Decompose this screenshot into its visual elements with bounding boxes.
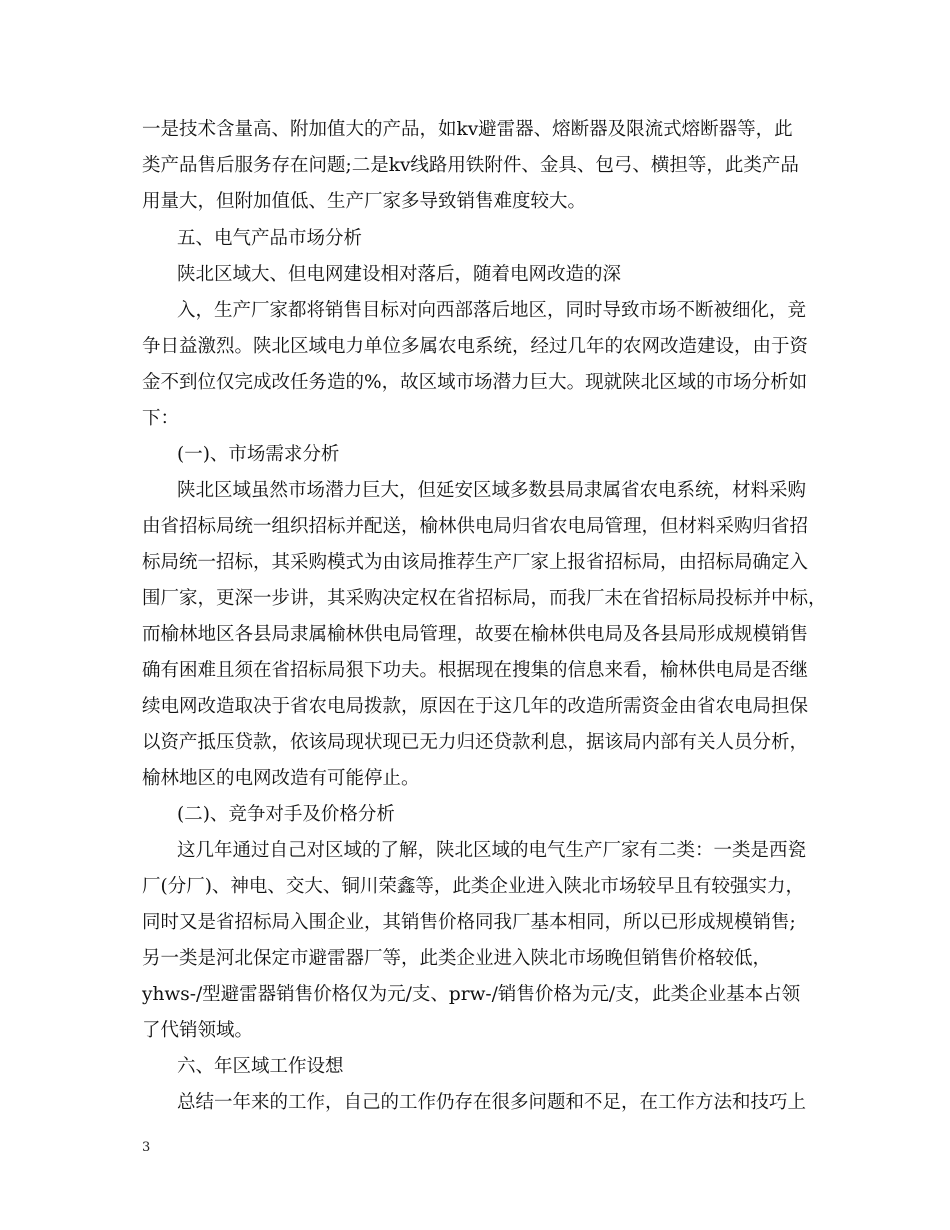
text-line: 同时又是省招标局入围企业，其销售价格同我厂基本相同，所以已形成规模销售;	[142, 912, 796, 933]
text-line: 围厂家，更深一步讲，其采购决定权在省招标局，而我厂未在省招标局投标并中标，	[142, 588, 827, 609]
subsection-heading: (二)、竞争对手及价格分析	[177, 804, 395, 825]
text-line: 下：	[142, 408, 180, 429]
text-line: 入，生产厂家都将销售目标对向西部落后地区，同时导致市场不断被细化，竞	[177, 300, 807, 321]
text-line: 厂(分厂)、神电、交大、铜川荣鑫等，此类企业进入陕北市场较早且有较强实力，	[142, 876, 804, 897]
text-line: 陕北区域大、但电网建设相对落后，随着电网改造的深	[177, 264, 622, 285]
text-line: 由省招标局统一组织招标并配送，榆林供电局归省农电局管理，但材料采购归省招	[142, 516, 809, 537]
text-line: 而榆林地区各县局隶属榆林供电局管理，故要在榆林供电局及各县局形成规模销售	[142, 624, 809, 645]
page-number: 3	[142, 1140, 151, 1155]
text-line: 另一类是河北保定市避雷器厂等，此类企业进入陕北市场晚但销售价格较低，	[142, 948, 772, 969]
text-line: 这几年通过自己对区域的了解，陕北区域的电气生产厂家有二类：一类是西瓷	[177, 840, 807, 861]
section-heading: 六、年区域工作设想	[177, 1056, 344, 1077]
text-line: 续电网改造取决于省农电局拨款，原因在于这几年的改造所需资金由省农电局担保	[142, 696, 809, 717]
text-line: 用量大，但附加值低、生产厂家多导致销售难度较大。	[142, 191, 587, 212]
text-line: 总结一年来的工作，自己的工作仍存在很多问题和不足，在工作方法和技巧上	[177, 1092, 807, 1113]
text-line: 争日益激烈。陕北区域电力单位多属农电系统，经过几年的农网改造建设，由于资	[142, 336, 809, 357]
text-line: 以资产抵压贷款，依该局现状现已无力归还贷款利息，据该局内部有关人员分析，	[142, 732, 809, 753]
text-line: 了代销领域。	[142, 1020, 254, 1041]
text-line: 一是技术含量高、附加值大的产品，如kv避雷器、熔断器及限流式熔断器等，此	[142, 119, 793, 140]
text-line: 金不到位仅完成改任务造的%，故区域市场潜力巨大。现就陕北区域的市场分析如	[142, 372, 808, 393]
text-line: 标局统一招标，其采购模式为由该局推荐生产厂家上报省招标局，由招标局确定入	[142, 552, 809, 573]
text-line: yhws-/型避雷器销售价格仅为元/支、prw-/销售价格为元/支，此类企业基本占领	[142, 984, 801, 1005]
text-line: 类产品售后服务存在问题;二是kv线路用铁附件、金具、包弓、横担等，此类产品	[142, 155, 799, 176]
text-line: 榆林地区的电网改造有可能停止。	[142, 768, 420, 789]
text-line: 确有困难且须在省招标局狠下功夫。根据现在搜集的信息来看，榆林供电局是否继	[142, 660, 809, 681]
text-line: 陕北区域虽然市场潜力巨大，但延安区域多数县局隶属省农电系统，材料采购	[177, 480, 807, 501]
section-heading: 五、电气产品市场分析	[177, 228, 363, 249]
subsection-heading: (一)、市场需求分析	[177, 444, 340, 465]
